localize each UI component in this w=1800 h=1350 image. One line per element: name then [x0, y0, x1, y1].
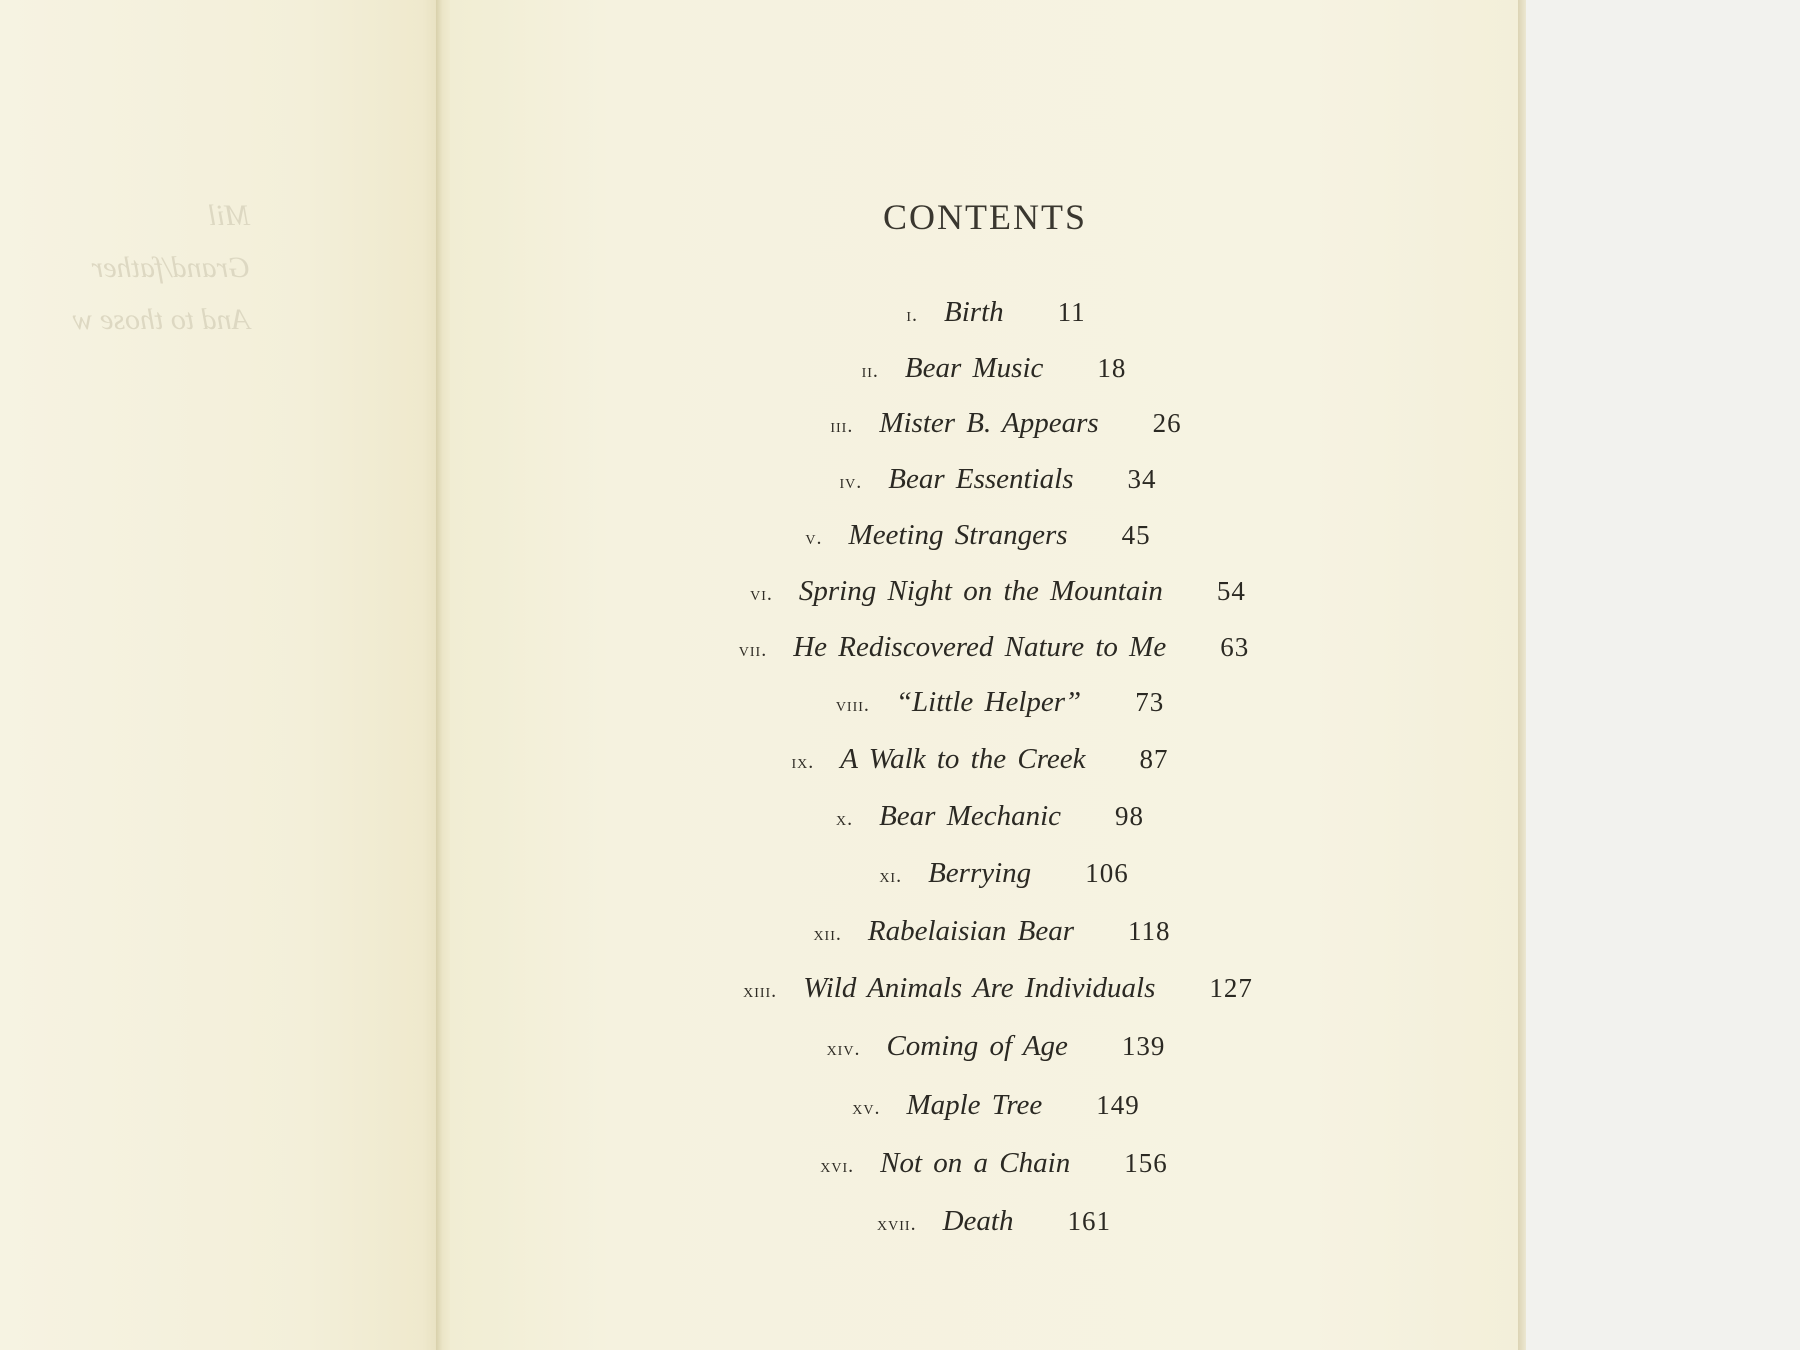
chapter-page-number: 161	[1067, 1206, 1111, 1236]
chapter-page-number: 26	[1152, 408, 1182, 438]
toc-entry	[590, 743, 1370, 787]
toc-entry	[602, 915, 1382, 959]
chapter-page-number: 156	[1124, 1148, 1168, 1178]
chapter-numeral: vi.	[750, 583, 773, 605]
chapter-title: Berrying	[928, 857, 1032, 889]
toc-entry	[588, 519, 1368, 563]
chapter-numeral: iv.	[839, 471, 863, 493]
toc-entry	[610, 686, 1390, 730]
chapter-numeral: xii.	[813, 923, 842, 945]
chapter-title: Wild Animals Are Individuals	[803, 972, 1156, 1004]
chapter-numeral: viii.	[835, 694, 870, 716]
chapter-page-number: 54	[1216, 576, 1246, 606]
chapter-page-number: 87	[1139, 744, 1169, 774]
chapter-title: Mister B. Appears	[879, 407, 1099, 439]
chapter-page-number: 139	[1121, 1031, 1166, 1061]
chapter-title: Death	[942, 1205, 1014, 1237]
bleed-line: Mil	[208, 199, 250, 232]
chapter-numeral: xiii.	[743, 980, 778, 1002]
chapter-title: Spring Night on the Mountain	[798, 575, 1163, 607]
chapter-title: Not on a Chain	[880, 1147, 1071, 1179]
bleed-line: Grand/father	[91, 251, 250, 284]
chapter-numeral: x.	[835, 808, 854, 830]
chapter-page-number: 45	[1121, 520, 1151, 550]
chapter-title: Bear Essentials	[888, 463, 1074, 495]
contents-list	[600, 0, 1380, 1350]
backdrop	[1526, 0, 1800, 1350]
chapter-numeral: xvii.	[877, 1213, 917, 1235]
chapter-page-number: 63	[1220, 632, 1250, 662]
toc-entry	[604, 1147, 1384, 1191]
toc-entry	[606, 1030, 1386, 1074]
chapter-title: Maple Tree	[906, 1089, 1043, 1121]
toc-entry	[604, 1205, 1384, 1249]
chapter-page-number: 118	[1128, 916, 1171, 946]
chapter-page-number: 149	[1096, 1090, 1140, 1120]
chapter-numeral: ii.	[861, 360, 879, 382]
chapter-title: Meeting Strangers	[848, 519, 1068, 551]
contents-heading: CONTENTS	[883, 197, 1087, 237]
toc-entry	[604, 352, 1384, 396]
toc-entry	[614, 857, 1394, 901]
chapter-numeral: iii.	[830, 415, 854, 437]
chapter-page-number: 11	[1057, 297, 1086, 327]
chapter-title: “Little Helper”	[895, 686, 1082, 718]
bleed-through-text	[73, 190, 251, 346]
bleed-line: And to those w	[72, 303, 250, 336]
chapter-title: Bear Mechanic	[879, 800, 1062, 832]
chapter-page-number: 106	[1085, 858, 1129, 888]
chapter-title: He Rediscovered Nature to Me	[793, 631, 1167, 663]
toc-entry	[608, 972, 1388, 1016]
chapter-numeral: v.	[805, 527, 823, 549]
toc-entry	[606, 1089, 1386, 1133]
chapter-title: Birth	[944, 296, 1004, 328]
toc-entry	[616, 407, 1396, 451]
chapter-numeral: i.	[906, 304, 919, 326]
toc-entry	[608, 575, 1388, 619]
toc-entry	[604, 631, 1384, 675]
chapter-numeral: xvi.	[820, 1155, 855, 1177]
chapter-page-number: 73	[1135, 687, 1165, 717]
chapter-numeral: xi.	[879, 865, 903, 887]
chapter-numeral: ix.	[791, 751, 815, 773]
chapter-page-number: 98	[1115, 801, 1145, 831]
chapter-page-number: 127	[1209, 973, 1253, 1003]
chapter-numeral: xiv.	[826, 1038, 861, 1060]
toc-entry	[606, 296, 1386, 340]
chapter-page-number: 34	[1127, 464, 1157, 494]
chapter-numeral: xv.	[852, 1097, 881, 1119]
chapter-title: A Walk to the Creek	[840, 743, 1086, 775]
toc-entry	[600, 800, 1380, 844]
toc-entry	[608, 463, 1388, 507]
left-page	[0, 0, 440, 1350]
chapter-title: Coming of Age	[886, 1030, 1068, 1062]
chapter-numeral: vii.	[738, 639, 768, 661]
chapter-title: Bear Music	[904, 352, 1044, 384]
chapter-page-number: 18	[1097, 353, 1127, 383]
chapter-title: Rabelaisian Bear	[867, 915, 1075, 947]
